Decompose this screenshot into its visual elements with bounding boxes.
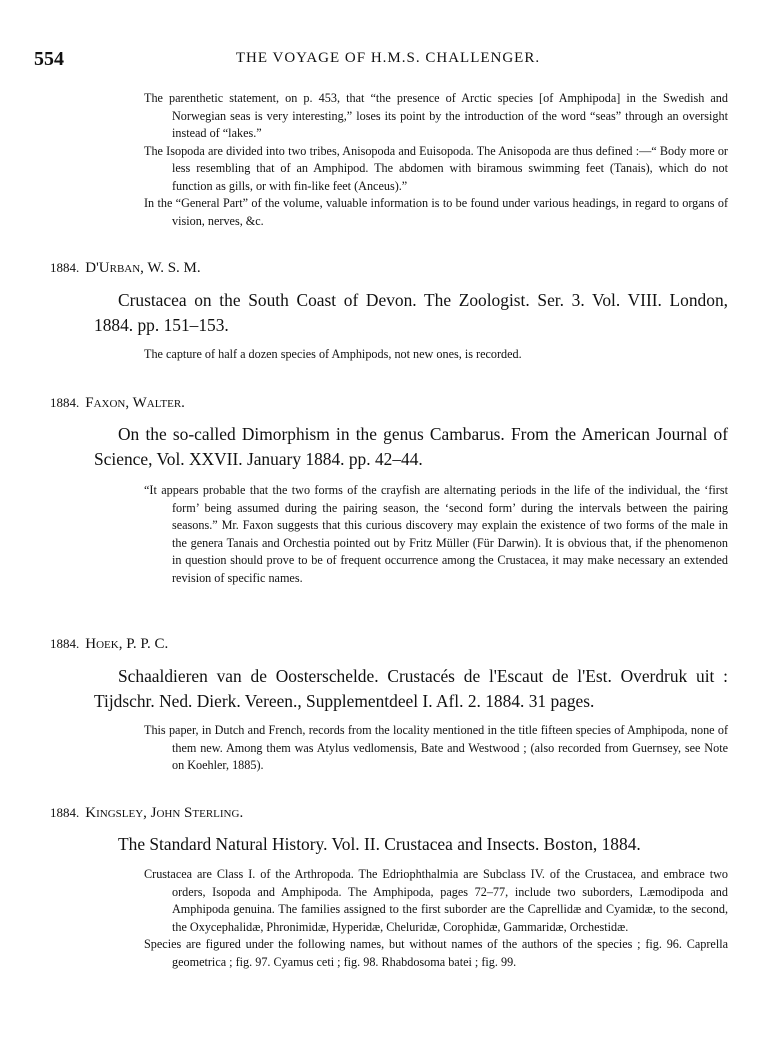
- entry-heading: [50, 395, 185, 412]
- entry-note: This paper, in Dutch and French, records from the locality mentioned in the title fifteen species of Amphipoda, none of them new. Among them was Atylus vedlomensis, Bate and Westwood ; (also recorded from Guernsey, see Note on Koehler, 1885).: [144, 723, 728, 772]
- entry-note: Crustacea are Class I. of the Arthropoda. The Edriophthalmia are Subclass IV. of the Crustacea, and embrace two orders, Isopoda and Amphipoda. The Amphipoda, pages 72–77, include two suborders, Læmodipoda and Amphipoda genuina. The families assigned to the first suborder are the Caprellidæ and Cyamidæ, to the second, the Oxycephalidæ, Phronimidæ, Hyperidæ, Cheluridæ, Corophidæ, Gammaridæ, Orchestidæ.: [144, 867, 728, 934]
- entry-title: On the so-called Dimorphism in the genus Cambarus. From the American Journal of Science, Vol. XXVII. January 1884. pp. 42–44.: [94, 424, 728, 469]
- entry-author: Faxon, Walter.: [85, 395, 185, 411]
- page-number: 554: [34, 48, 64, 70]
- entry-author: Kingsley, John Sterling.: [85, 805, 244, 821]
- entry-note: The capture of half a dozen species of Amphipods, not new ones, is recorded.: [144, 347, 522, 361]
- entry-year: 1884.: [50, 395, 80, 410]
- entry-notes: [144, 482, 728, 587]
- entry-notes: [144, 346, 728, 364]
- intro-note-2: The Isopoda are divided into two tribes, Anisopoda and Euisopoda. The Anisopoda are thus defined :—“ Body more or less resembling that of an Amphipod. The abdomen with biramous swimming feet (Tanais), which do not function as gills, or with fin-like feet (Anceus).”: [144, 143, 728, 193]
- entry-title: Crustacea on the South Coast of Devon. The Zoologist. Ser. 3. Vol. VIII. London, 1884. pp. 151–153.: [94, 290, 728, 335]
- intro-notes: [144, 90, 728, 230]
- entry-heading: [50, 260, 201, 277]
- intro-note-3: In the “General Part” of the volume, valuable information is to be found under various headings, in regard to organs of vision, nerves, &c.: [144, 196, 728, 228]
- entry-heading: [50, 636, 168, 653]
- entry-title: Schaaldieren van de Oosterschelde. Crustacés de l'Escaut de l'Est. Overdruk uit : Tijdschr. Ned. Dierk. Vereen., Supplementdeel I. Afl. 2. 1884. 31 pages.: [94, 666, 728, 711]
- entry-note: Species are figured under the following names, but without names of the authors of the species ; fig. 96. Caprella geometrica ; fig. 97. Cyamus ceti ; fig. 98. Rhabdosoma batei ; fig. 99.: [144, 937, 728, 969]
- entry-notes: [144, 722, 728, 775]
- entry-year: 1884.: [50, 260, 80, 275]
- entry-note: “It appears probable that the two forms of the crayfish are alternating periods in the life of the individual, the ‘first form’ being assumed during the pairing season, the ‘second form’ during the intervals between the pairing seasons.” Mr. Faxon suggests that this curious discovery may explain the existence of two forms of the male in the genera Tanais and Orchestia pointed out by Fritz Müller (Für Darwin). It is obvious that, if the phenomenon in question should prove to be of frequent occurrence among the Crustacea, it may make necessary an extended revision of specific names.: [144, 483, 728, 585]
- entry-year: 1884.: [50, 805, 80, 820]
- intro-note-1: The parenthetic statement, on p. 453, that “the presence of Arctic species [of Amphipoda] in the Swedish and Norwegian seas is very interesting,” loses its point by the introduction of the word “seas” through an oversight instead of “lakes.”: [144, 91, 728, 140]
- entry-heading: [50, 805, 243, 822]
- entry-author: D'Urban, W. S. M.: [85, 260, 201, 276]
- entry-notes: [144, 866, 728, 971]
- entry-author: Hoek, P. P. C.: [85, 636, 169, 652]
- running-head: [34, 48, 742, 70]
- entry-title: The Standard Natural History. Vol. II. Crustacea and Insects. Boston, 1884.: [118, 834, 641, 854]
- entry-year: 1884.: [50, 636, 80, 651]
- journal-title: THE VOYAGE OF H.M.S. CHALLENGER.: [235, 50, 541, 66]
